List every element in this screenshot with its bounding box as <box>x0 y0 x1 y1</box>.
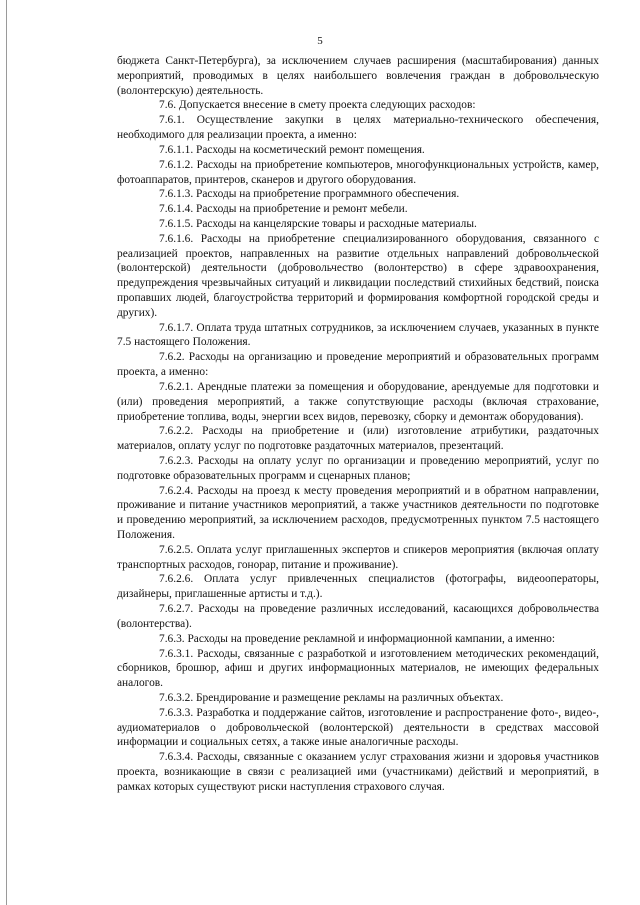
paragraph: 7.6.3. Расходы на проведение рекламной и информационной кампании, а именно: <box>159 632 556 645</box>
paragraph: 7.6.3.1. Расходы, связанные с разработкой и изготовлением методических рекомендаций, сборников, брошюр, афиш и других информационных материалов, не имеющих федеральных аналогов. <box>117 647 599 690</box>
paragraph: 7.6.1.5. Расходы на канцелярские товары и расходные материалы. <box>159 217 477 230</box>
paragraph: 7.6.2.7. Расходы на проведение различных исследований, касающихся добровольчества (волонтерства). <box>117 603 599 630</box>
paragraph: 7.6.1.6. Расходы на приобретение специализированного оборудования, связанного с реализацией проектов, направленных на развитие отдельных направлений добровольческой (волонтерской) деятельности (добровольчество (волонтерство) в сфере здравоохранения, предупреждения чрезвычайных ситуаций и ликвидации последствий стихийных бедствий, поиска пропавших людей, благоустройства территорий и формирования комфортной городской среды и других). <box>117 232 599 319</box>
paragraph: 7.6.1.7. Оплата труда штатных сотрудников, за исключением случаев, указанных в пункте 7.5 настоящего Положения. <box>117 321 599 349</box>
paragraph: 7.6.2.2. Расходы на приобретение и (или) изготовление атрибутики, раздаточных материалов, оплату услуг по подготовке раздаточных материалов, презентаций. <box>117 425 599 453</box>
paragraph: 7.6.1. Осуществление закупки в целях материально-технического обеспечения, необходимого для реализации проекта, а именно: <box>117 114 599 142</box>
paragraph: 7.6.1.1. Расходы на косметический ремонт помещения. <box>159 143 425 156</box>
paragraph: 7.6.2. Расходы на организацию и проведение мероприятий и образовательных программ проекта, а именно: <box>117 351 599 379</box>
scan-edge-line <box>6 0 7 905</box>
paragraph: 7.6.1.4. Расходы на приобретение и ремонт мебели. <box>159 203 408 216</box>
paragraph: бюджета Санкт-Петербурга), за исключением случаев расширения (масштабирования) данных мероприятий, проводимых в целях наибольшего вовлечения граждан в добровольческую (волонтерскую) деятельность. <box>117 55 599 97</box>
paragraph: 7.6.3.3. Разработка и поддержание сайтов, изготовление и распространение фото-, видео-, аудиоматериалов о добровольческой (волонтерской) деятельности в средствах массовой информации и социальных сетях, а также иные аналогичные расходы. <box>117 706 599 749</box>
paragraph: 7.6.2.6. Оплата услуг привлеченных специалистов (фотографы, видеооператоры, дизайнеры, приглашенные артисты и т.д.). <box>117 573 599 601</box>
document-body <box>117 54 599 795</box>
paragraph: 7.6.2.5. Оплата услуг приглашенных экспертов и спикеров мероприятия (включая оплату транспортных расходов, гонорар, питание и проживание). <box>117 543 599 571</box>
paragraph: 7.6.3.4. Расходы, связанные с оказанием услуг страхования жизни и здоровья участников проекта, возникающие в связи с реализацией ими (участниками) действий и мероприятий, в рамках которых существуют риски наступления страхового случая. <box>117 751 599 793</box>
paragraph: 7.6.1.2. Расходы на приобретение компьютеров, многофункциональных устройств, камер, фотоаппаратов, принтеров, сканеров и другого оборудования. <box>117 158 599 186</box>
paragraph: 7.6. Допускается внесение в смету проекта следующих расходов: <box>159 99 476 112</box>
page-number: 5 <box>317 35 323 47</box>
paragraph: 7.6.1.3. Расходы на приобретение программного обеспечения. <box>159 188 460 201</box>
paragraph: 7.6.2.4. Расходы на проезд к месту проведения мероприятий и в обратном направлении, проживание и питание участников мероприятий, а также участников деятельности по подготовке и проведению мероприятий, за исключением расходов, предусмотренных пунктом 7.5 настоящего Положения. <box>117 484 599 541</box>
paragraph: 7.6.2.3. Расходы на оплату услуг по организации и проведению мероприятий, услуг по подготовке образовательных программ и сценарных планов; <box>117 454 599 482</box>
paragraph: 7.6.2.1. Арендные платежи за помещения и оборудование, арендуемые для подготовки и (или) проведения мероприятий, а также сопутствующие расходы (включая страхование, приобретение топлива, воды, энергии всех видов, перевозку, сборку и демонтаж оборудования). <box>117 380 599 423</box>
paragraph: 7.6.3.2. Брендирование и размещение рекламы на различных объектах. <box>159 691 504 704</box>
